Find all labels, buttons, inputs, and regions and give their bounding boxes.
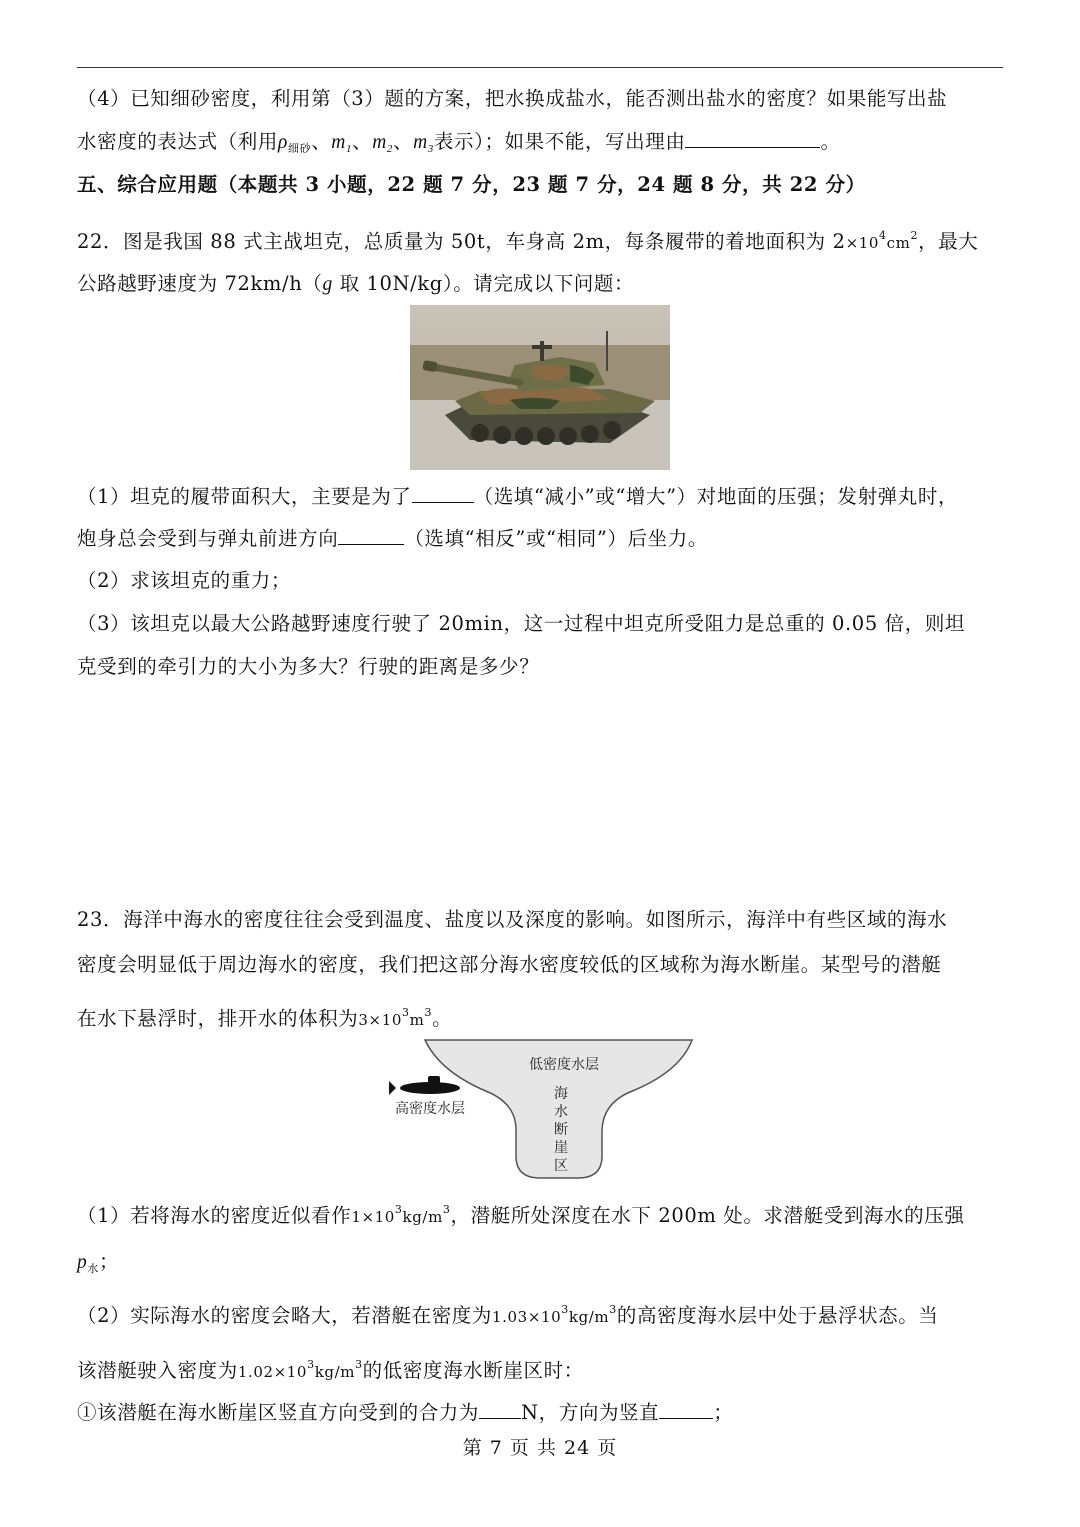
submarine-icon [389,1076,460,1095]
exponent: 3 [355,1358,363,1371]
rho-subscript: 细砂 [287,142,312,155]
unit: kg/m [314,1363,356,1381]
text: 在水下悬浮时，排开水的体积为 [77,1007,359,1030]
q23-stem-line1: 23．海洋中海水的密度往往会受到温度、盐度以及深度的影响。如图所示，海洋中有些区域的海水 [77,908,948,931]
low-density-label: 低密度水层 [529,1056,599,1072]
text: 该潜艇驶入密度为 [77,1359,238,1382]
power-exponent: 4 [879,229,887,242]
text: 的高密度海水层中处于悬浮状态。当 [616,1304,939,1327]
exponent: 3 [561,1303,569,1316]
text: 表示）；如果不能，写出理由 [433,130,686,153]
text: 炮身总会受到与弹丸前进方向 [77,527,339,550]
text: ①该潜艇在海水断崖区竖直方向受到的合力为 [77,1401,480,1424]
q23-sub1 [77,1399,1007,1427]
text: ； [713,1401,734,1424]
text: （选填“减小”或“增大”）对地面的压强；发射弹丸时， [473,485,959,508]
exponent: 3 [307,1358,315,1371]
separator: 、 [393,130,414,153]
cliff-label-char: 海 [554,1085,568,1101]
exponent: 3 [442,1203,451,1216]
q22-part2: （2）求该坦克的重力； [77,569,292,592]
q23-part2-line1 [77,1296,1007,1331]
q22-part1-line1 [77,483,1007,511]
volume-value: 3×10 [358,1011,403,1029]
text: 。 [432,1007,453,1030]
q21-part4-line1: （4）已知细砂密度，利用第（3）题的方案，把水换成盐水，能否测出盐水的密度？如果能写出盐 [77,87,948,110]
top-rule [77,67,1003,68]
text: ，潜艇所处深度在水下 200m 处。求潜艇受到海水的压强 [450,1204,965,1227]
power-base: 10 [858,234,880,252]
text: 22．图是我国 88 式主战坦克，总质量为 50t，车身高 2m，每条履带的着地面积为 2 [77,230,846,253]
section-heading: 五、综合应用题（本题共 3 小题，22 题 7 分，23 题 7 分，24 题 8 分，共 22 分） [77,173,866,196]
q23-part1-line2 [77,1248,1007,1283]
text: 水密度的表达式（利用 [77,130,279,153]
unit: cm [886,234,911,252]
cliff-label-char: 断 [554,1121,568,1137]
cliff-label-char: 区 [554,1157,568,1173]
separator: 、 [311,130,332,153]
answer-blank[interactable] [685,129,820,148]
text: （2）实际海水的密度会略大，若潜艇在密度为 [77,1304,493,1327]
cliff-label-char: 水 [554,1103,568,1119]
q22-stem-line2 [77,270,1007,299]
unit: kg/m [402,1208,443,1226]
unit-exponent: 2 [910,229,919,242]
unit: m [409,1011,425,1029]
text: 的低密度海水断崖区时： [362,1359,584,1382]
exponent: 3 [402,1006,410,1019]
text: N，方向为竖直 [521,1401,660,1424]
exponent: 3 [609,1303,617,1316]
text: （1）若将海水的密度近似看作 [77,1204,352,1227]
q23-stem-line2: 密度会明显低于周边海水的密度，我们把这部分海水密度较低的区域称为海水断崖。某型号的潜艇 [77,953,942,976]
q22-part3-line2: 克受到的牵引力的大小为多大？行驶的距离是多少？ [77,655,540,678]
ocean-diagram [380,1032,710,1182]
answer-blank[interactable] [338,526,404,545]
text: （1）坦克的履带面积大，主要是为了 [77,485,412,508]
m1-symbol: m [331,132,346,153]
q23-stem-line3 [77,999,1007,1034]
g-symbol: g [322,274,333,295]
page-footer: 第 7 页 共 24 页 [462,1437,618,1459]
density-value: 1×10 [351,1208,395,1226]
text: 取 10N/kg）。请完成以下问题： [332,272,635,295]
exponent: 3 [424,1006,433,1019]
density-value: 1.03×10 [492,1308,562,1326]
q23-part1-line1 [77,1196,1007,1231]
exponent: 3 [394,1203,403,1216]
q21-part4-line2 [77,128,1007,163]
text: ； [98,1250,120,1273]
q22-part1-line2 [77,525,1007,553]
q22-part3-line1: （3）该坦克以最大公路越野速度行驶了 20min，这一过程中坦克所受阻力是总重的 0.05 倍，则坦 [77,612,966,635]
m1-subscript: 1 [345,143,353,155]
text: （选填“相反”或“相同”）后坐力。 [404,527,708,550]
m2-subscript: 2 [386,143,393,155]
separator: 、 [352,130,373,153]
m2-symbol: m [372,132,387,153]
times-symbol: × [845,234,859,252]
m3-subscript: 3 [427,143,434,155]
answer-blank[interactable] [659,1400,713,1419]
p-subscript: 水 [87,1262,99,1275]
unit: kg/m [568,1308,610,1326]
rho-symbol: ρ [278,132,288,153]
q23-part2-line2 [77,1351,1007,1386]
text: ，最大 [918,230,979,253]
answer-blank[interactable] [412,484,474,503]
period: 。 [820,130,841,153]
q22-stem-line1 [77,222,1007,257]
m3-symbol: m [413,132,428,153]
p-symbol: p [77,1252,88,1273]
cliff-label-char: 崖 [554,1139,568,1155]
answer-blank[interactable] [479,1400,521,1419]
tank-photo [410,305,670,470]
high-density-label: 高密度水层 [395,1100,465,1116]
density-value: 1.02×10 [237,1363,308,1381]
text: 公路越野速度为 72km/h（ [77,272,323,295]
